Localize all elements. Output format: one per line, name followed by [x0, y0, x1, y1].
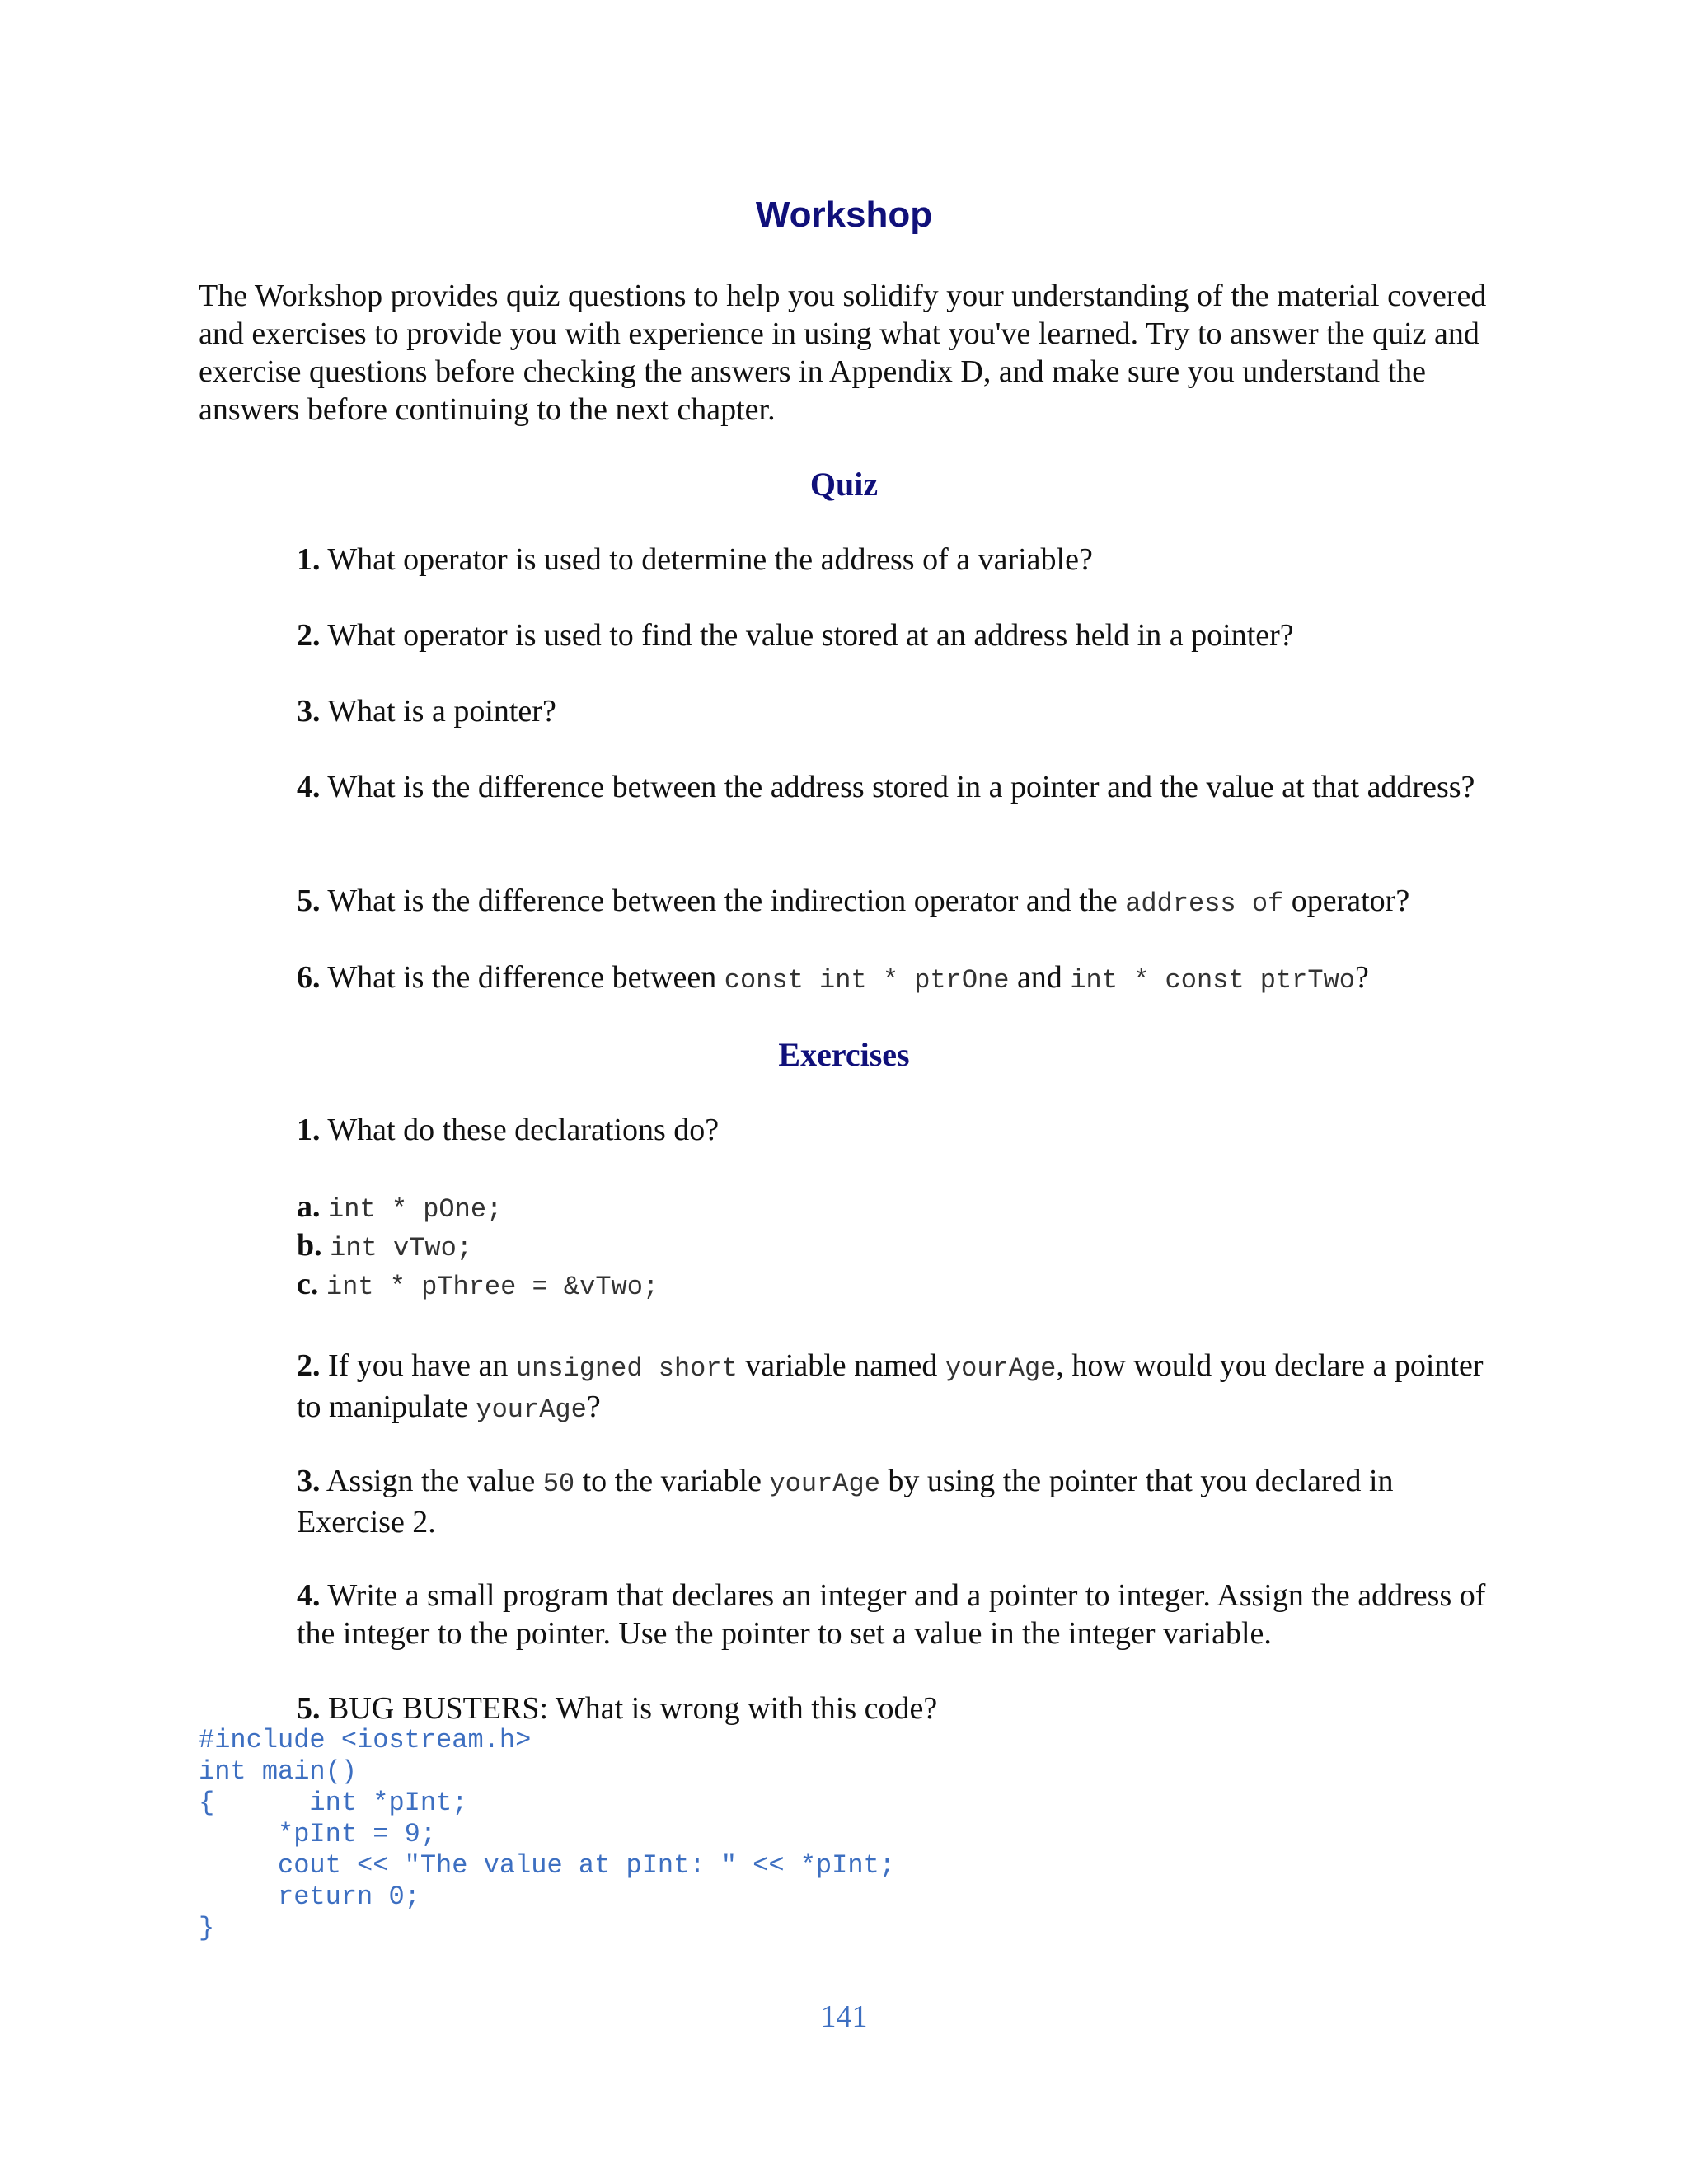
exercise-1c: [297, 1265, 1492, 1306]
exercise-number: 5.: [297, 1691, 321, 1726]
code-line: { int *pInt;: [199, 1788, 468, 1818]
exercise-text: by using the pointer that you declared in Exercise 2.: [297, 1464, 1394, 1540]
quiz-question-5: [297, 882, 1492, 923]
exercise-text: BUG BUSTERS: What is wrong with this code?: [320, 1691, 938, 1726]
question-text: What is a pointer?: [320, 694, 556, 729]
exercise-1a: [297, 1188, 1492, 1229]
quiz-question-4: [297, 768, 1492, 806]
intro-paragraph: The Workshop provides quiz questions to help you solidify your understanding of the material covered and exercises to provide you with experience in using what you've learned. Try to answer the quiz and exercise questions before checking the answers in Appendix D, and make sure you understand the answers before continuing to the next chapter.: [199, 279, 1487, 427]
exercise-4: [297, 1577, 1492, 1652]
exercise-number: 4.: [297, 1578, 321, 1613]
question-text: What is the difference between: [320, 960, 724, 995]
exercise-text: , how would you declare a pointer to manipulate: [297, 1348, 1484, 1424]
page-number: 141: [820, 1999, 868, 2034]
inline-code: yourAge: [945, 1353, 1057, 1384]
exercises-heading: Exercises: [778, 1036, 910, 1073]
sub-item-label: b.: [297, 1228, 322, 1263]
question-number: 2.: [297, 618, 321, 653]
quiz-heading: Quiz: [809, 466, 879, 503]
question-text: What is the difference between the address stored in a pointer and the value at that address?: [320, 770, 1475, 804]
quiz-question-2: [297, 616, 1492, 654]
exercise-1b: [297, 1226, 1492, 1268]
sub-item-label: c.: [297, 1267, 319, 1301]
code-listing: [199, 1725, 895, 1944]
exercise-text: What do these declarations do?: [320, 1113, 720, 1147]
inline-code: int * pThree = &vTwo;: [326, 1272, 659, 1302]
exercise-text: If you have an: [320, 1348, 516, 1383]
inline-code: const int * ptrOne: [724, 965, 1010, 996]
code-line: return 0;: [199, 1882, 420, 1912]
exercise-text: ?: [586, 1390, 601, 1424]
code-line: *pInt = 9;: [199, 1819, 437, 1849]
quiz-question-1: [297, 541, 1492, 579]
exercise-1: [297, 1111, 1492, 1149]
question-number: 6.: [297, 960, 321, 995]
exercise-text: to the variable: [574, 1464, 770, 1498]
inline-code: int * const ptrTwo: [1070, 965, 1355, 996]
exercise-2: [297, 1347, 1492, 1429]
inline-code: yourAge: [476, 1394, 587, 1425]
inline-code: int vTwo;: [330, 1233, 472, 1263]
quiz-question-6: [297, 958, 1492, 1000]
question-text: What is the difference between the indirection operator and the: [320, 883, 1126, 918]
exercise-number: 2.: [297, 1348, 321, 1383]
inline-code: yourAge: [769, 1469, 880, 1499]
exercise-text: variable named: [737, 1348, 945, 1383]
quiz-question-3: [297, 692, 1492, 730]
code-line: cout << "The value at pInt: " << *pInt;: [199, 1850, 895, 1881]
inline-code: unsigned short: [515, 1353, 738, 1384]
code-line: int main(): [199, 1756, 358, 1787]
code-line: #include <iostream.h>: [199, 1725, 532, 1755]
question-text: What operator is used to determine the address of a variable?: [320, 542, 1093, 577]
exercise-3: [297, 1462, 1492, 1541]
exercise-5: [297, 1690, 1492, 1727]
code-line: }: [199, 1913, 215, 1943]
inline-code: 50: [542, 1469, 575, 1499]
question-text: and: [1009, 960, 1071, 995]
inline-code: int * pOne;: [328, 1194, 503, 1225]
question-text: operator?: [1283, 883, 1410, 918]
question-number: 5.: [297, 883, 321, 918]
sub-item-label: a.: [297, 1189, 321, 1224]
inline-code: address of: [1125, 888, 1284, 919]
exercise-number: 1.: [297, 1113, 321, 1147]
question-number: 3.: [297, 694, 321, 729]
question-number: 1.: [297, 542, 321, 577]
exercise-text: Assign the value: [320, 1464, 543, 1498]
section-title: Workshop: [755, 194, 933, 235]
question-number: 4.: [297, 770, 321, 804]
question-text: ?: [1354, 960, 1369, 995]
exercise-text: Write a small program that declares an integer and a pointer to integer. Assign the address of the integer to the pointer. Use the pointer to set a value in the integer variable.: [297, 1578, 1486, 1651]
question-text: What operator is used to find the value stored at an address held in a pointer?: [320, 618, 1294, 653]
exercise-number: 3.: [297, 1464, 321, 1498]
